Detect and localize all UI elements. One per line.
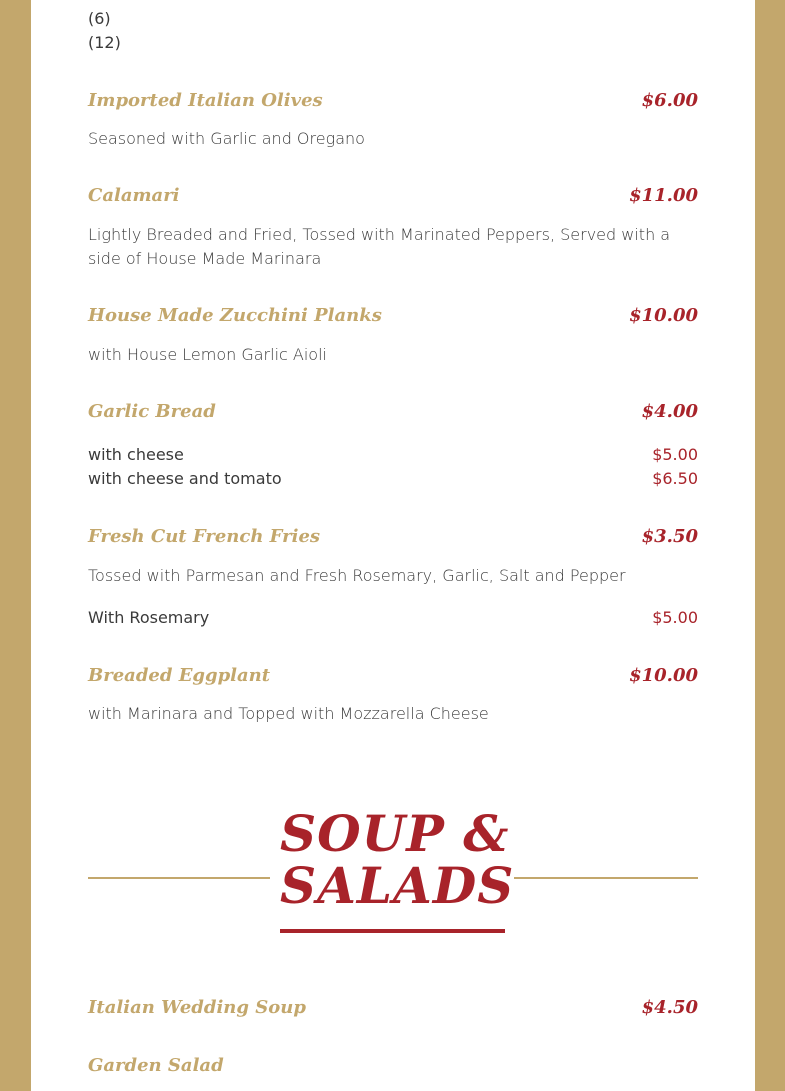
option-price: $6.50 [652, 469, 698, 488]
section-title-line1: SOUP & [280, 804, 510, 863]
option-price: $5.00 [652, 608, 698, 627]
item-name: Breaded Eggplant [88, 665, 271, 686]
count-12: (12) [88, 33, 121, 52]
item-description: Lightly Breaded and Fried, Tossed with Marinated Peppers, Served with a side of House Made Marinara [88, 225, 671, 268]
option-label: With Rosemary [88, 608, 210, 627]
section-rule-left [88, 877, 270, 879]
item-name: House Made Zucchini Planks [88, 305, 382, 326]
item-price: $4.00 [641, 401, 698, 422]
item-price: $10.00 [629, 305, 698, 326]
section-rule-right [514, 877, 698, 879]
item-price: $3.50 [641, 526, 698, 547]
item-price: $11.00 [629, 185, 698, 206]
item-price: $4.50 [641, 997, 698, 1018]
item-description: Tossed with Parmesan and Fresh Rosemary, Garlic, Salt and Pepper [88, 566, 626, 585]
count-6: (6) [88, 9, 111, 28]
item-description: with Marinara and Topped with Mozzarella Cheese [88, 704, 489, 723]
item-name: Calamari [88, 185, 180, 206]
item-name: Garlic Bread [88, 401, 216, 422]
menu-page [31, 0, 755, 1091]
section-title-line2: SALADS [280, 856, 515, 915]
item-price: $6.00 [641, 90, 698, 111]
item-description: Seasoned with Garlic and Oregano [88, 129, 365, 148]
item-name: Garden Salad [88, 1055, 224, 1076]
option-label: with cheese and tomato [88, 469, 282, 488]
option-label: with cheese [88, 445, 184, 464]
section-title [280, 804, 515, 915]
option-price: $5.00 [652, 445, 698, 464]
item-price: $10.00 [629, 665, 698, 686]
item-name: Fresh Cut French Fries [88, 526, 321, 547]
item-name: Imported Italian Olives [88, 90, 323, 111]
section-title-underline [280, 929, 505, 933]
item-description: with House Lemon Garlic Aioli [88, 345, 327, 364]
item-name: Italian Wedding Soup [88, 997, 306, 1018]
